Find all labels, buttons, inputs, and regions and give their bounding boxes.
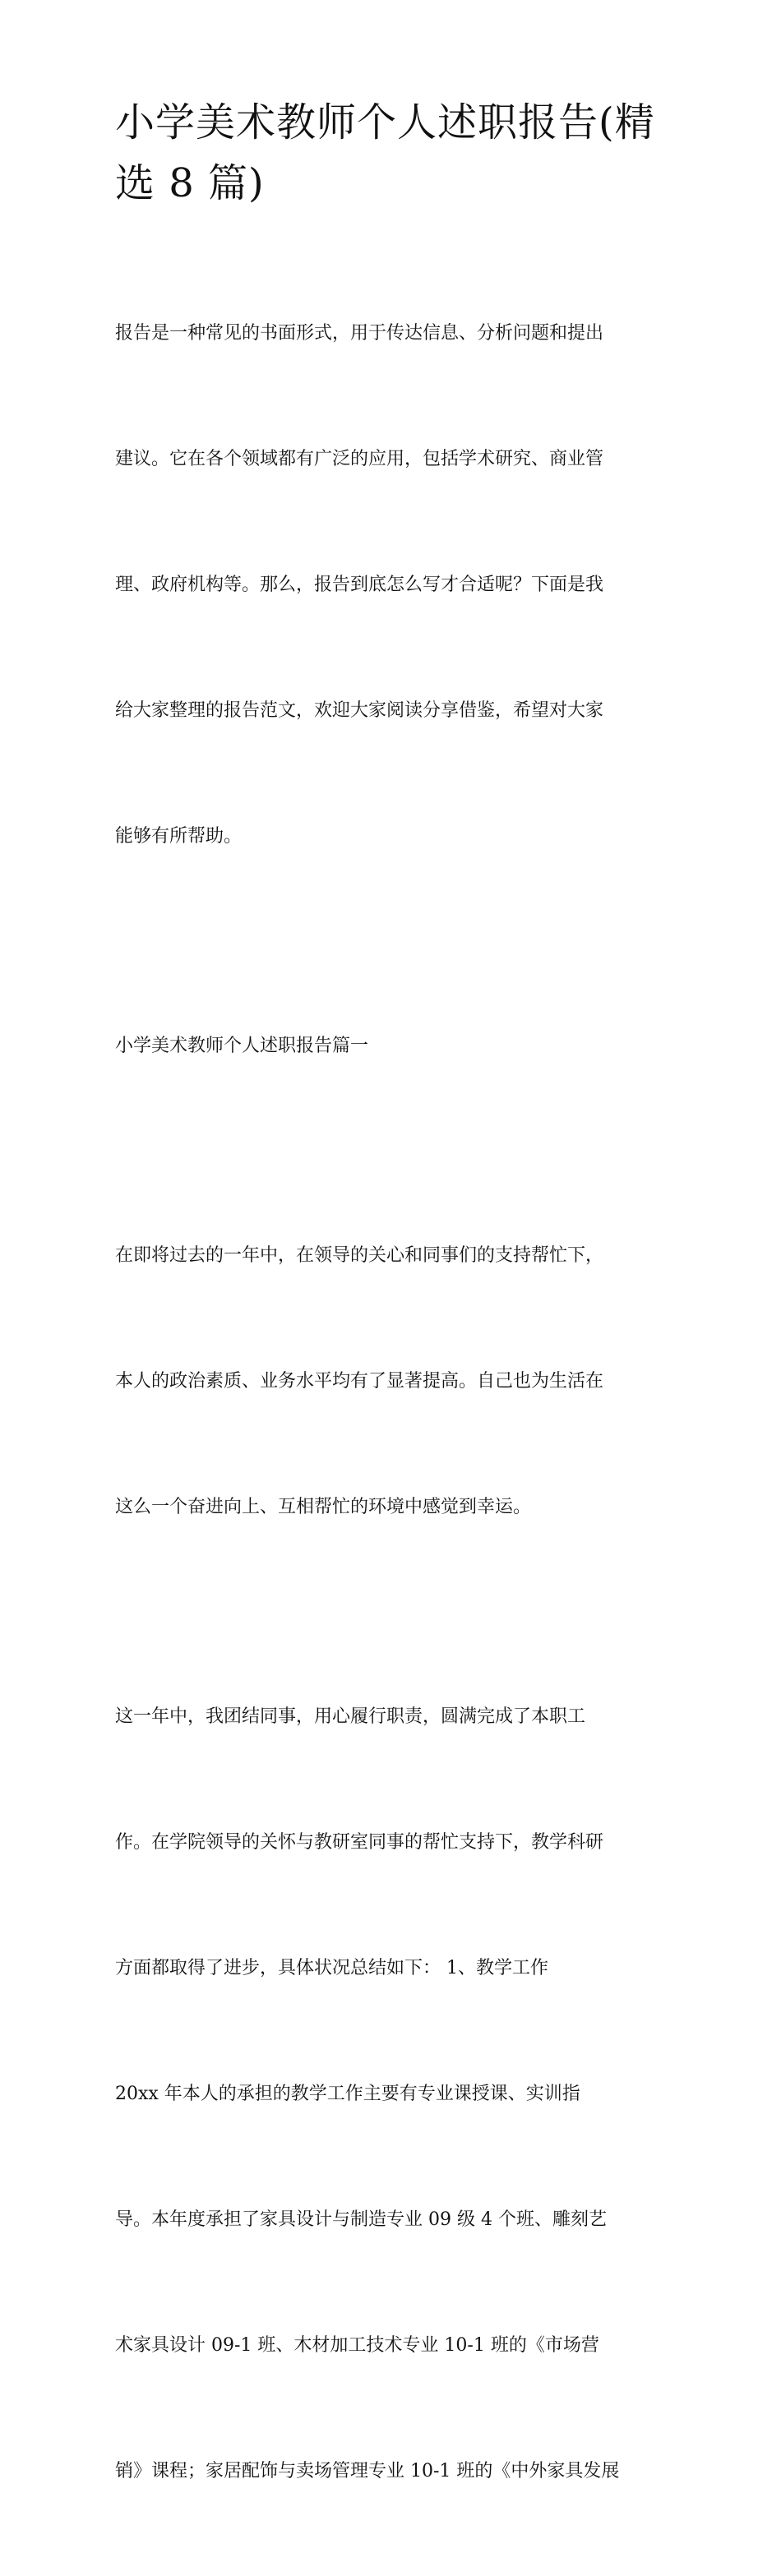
title-line-1: 小学美术教师个人述职报告(精 <box>115 99 655 145</box>
text-line: 这么一个奋进向上、互相帮忙的环境中感觉到幸运。 <box>115 1497 532 1517</box>
text-line: 这一年中，我团结同事，用心履行职责，圆满完成了本职工 <box>115 1706 586 1727</box>
text-line: 本人的政治素质、业务水平均有了显著提高。自己也为生活在 <box>115 1371 604 1392</box>
text-line: 能够有所帮助。 <box>115 826 243 847</box>
text-line: 在即将过去的一年中，在领导的关心和同事们的支持帮忙下， <box>115 1245 604 1266</box>
text-line: 建议。它在各个领域都有广泛的应用，包括学术研究、商业管 <box>115 449 604 469</box>
document-body <box>115 229 674 2576</box>
intro-paragraph <box>115 229 674 941</box>
text-line: 销》课程；家居配饰与卖场管理专业 10-1 班的《中外家具发展 <box>115 2461 620 2481</box>
text-line: 术家具设计 09-1 班、木材加工技术专业 10-1 班的《市场营 <box>115 2335 599 2356</box>
text-line: 给大家整理的报告范文，欢迎大家阅读分享借鉴，希望对大家 <box>115 700 604 721</box>
body-paragraph-1 <box>115 1151 674 1612</box>
text-line: 作。在学院领导的关怀与教研室同事的帮忙支持下，教学科研 <box>115 1832 604 1853</box>
document-title <box>115 92 674 214</box>
document-page <box>115 92 674 2576</box>
text-line: 小学美术教师个人述职报告篇一 <box>115 1036 369 1056</box>
text-line: 报告是一种常见的书面形式，用于传达信息、分析问题和提出 <box>115 323 604 344</box>
title-line-2: 选 8 篇) <box>115 160 265 206</box>
text-line: 20xx 年本人的承担的教学工作主要有专业课授课、实训指 <box>115 2084 580 2104</box>
section-heading <box>115 941 674 1151</box>
text-line: 方面都取得了进步，具体状况总结如下： 1、教学工作 <box>115 1958 548 1978</box>
body-paragraph-2 <box>115 1612 674 2576</box>
text-line: 理、政府机构等。那么，报告到底怎么写才合适呢？下面是我 <box>115 575 604 595</box>
text-line: 导。本年度承担了家具设计与制造专业 09 级 4 个班、雕刻艺 <box>115 2209 607 2230</box>
